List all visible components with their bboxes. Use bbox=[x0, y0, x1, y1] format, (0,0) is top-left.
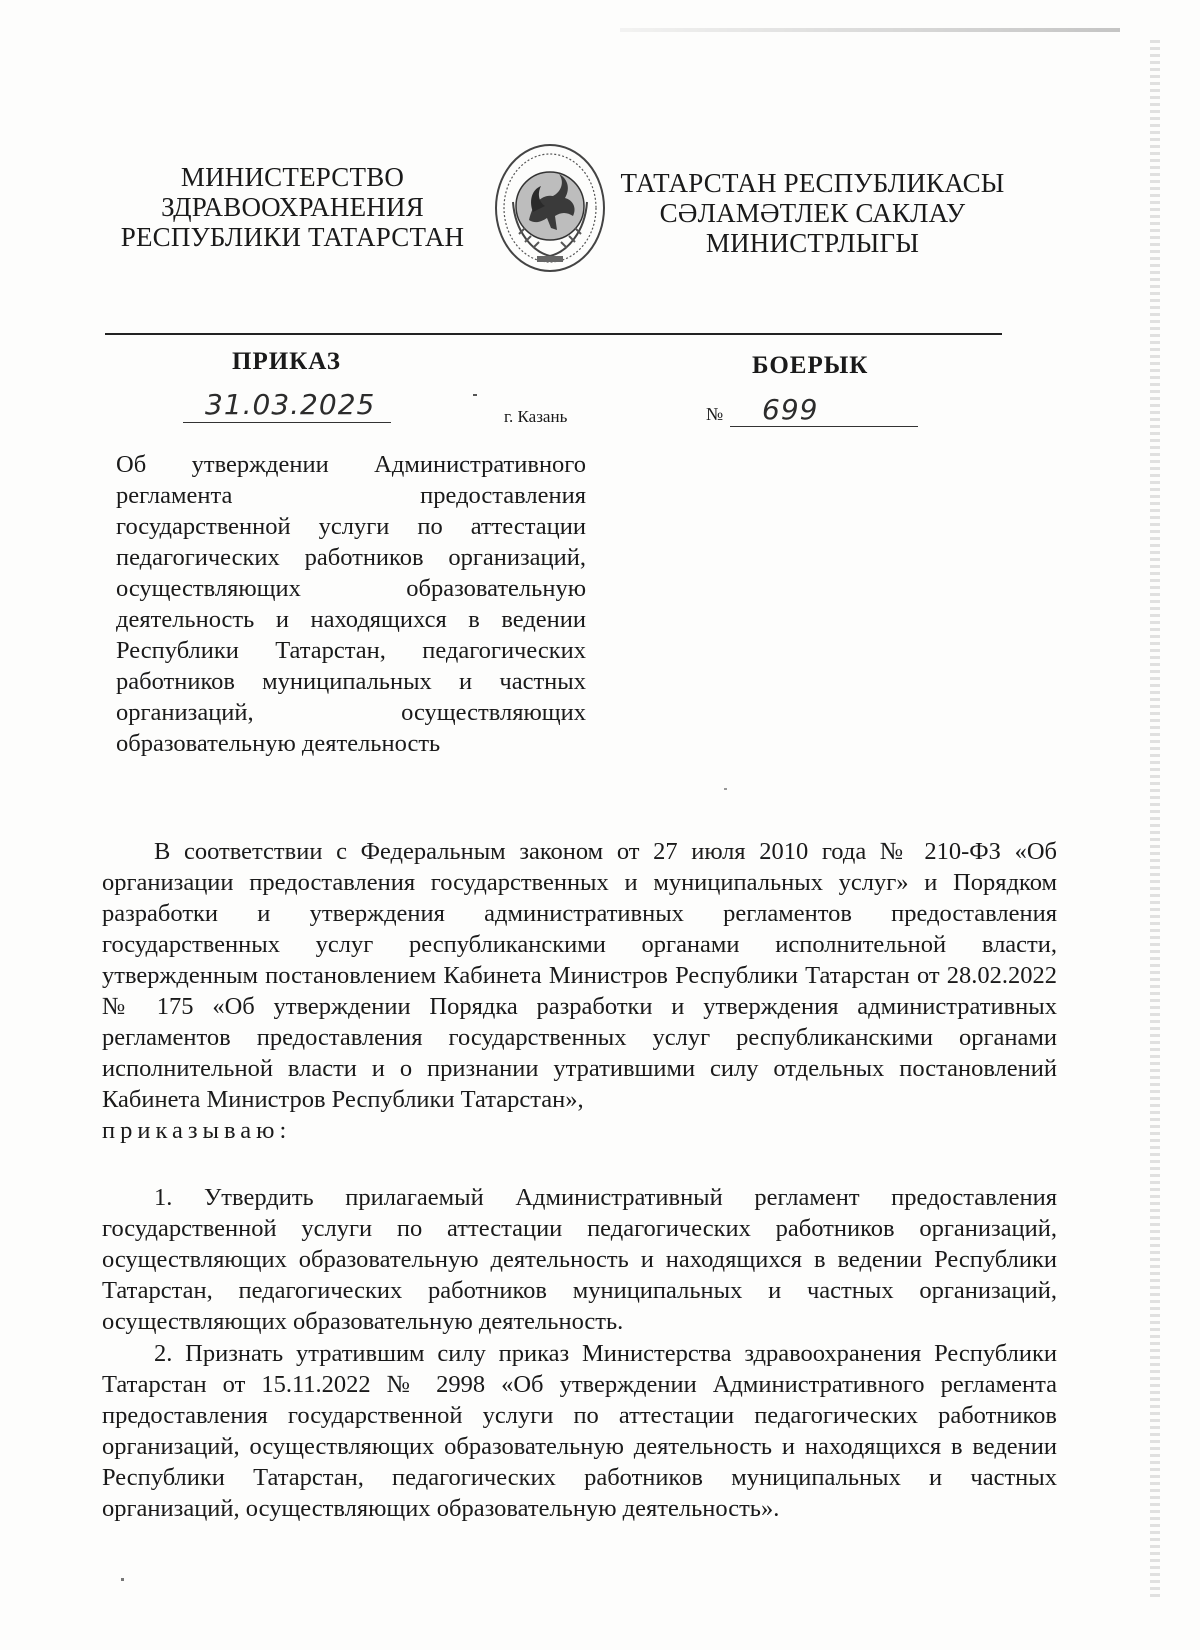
order-item-1: 1. Утвердить прилагаемый Административный регламент предоставления государственной услуги по аттестации педагогических работников организаций, осуществляющих образовательную деятельность и находящихся в ведении Республики Татарстан, педагогических работников муниципальных и частных организаций, осуществляющих образовательную деятельность. bbox=[102, 1184, 1057, 1335]
order-label-ru: ПРИКАЗ bbox=[232, 348, 341, 375]
scan-speck bbox=[473, 394, 477, 396]
title-line: государственной услуги по аттестации bbox=[116, 513, 586, 540]
header-divider bbox=[105, 333, 1002, 335]
title-line: осуществляющих образовательную bbox=[116, 575, 586, 602]
title-line: Об утверждении Административного bbox=[116, 451, 586, 478]
date-underline bbox=[183, 422, 391, 423]
scan-speck bbox=[121, 1578, 124, 1581]
ministry-name-ru bbox=[115, 162, 470, 252]
tatarstan-coat-of-arms-icon bbox=[493, 142, 607, 274]
order-label-tt: БОЕРЫК bbox=[752, 352, 869, 379]
order-city: г. Казань bbox=[504, 407, 568, 426]
order-number: 699 bbox=[762, 393, 819, 426]
number-underline bbox=[730, 426, 918, 427]
title-line: работников муниципальных и частных bbox=[116, 668, 586, 695]
title-line: организаций, осуществляющих bbox=[116, 699, 586, 726]
preamble-text: В соответствии с Федеральным законом от 27 июля 2010 года № 210-ФЗ «Об организации предоставления государственных и муниципальных услуг» и Порядком разработки и утверждения административных регламентов предоставления государственных услуг республиканскими органами исполнительной власти, утвержденным постановлением Кабинета Министров Республики Татарстан от 28.02.2022 № 175 «Об утверждении Порядка разработки и утверждения административных регламентов предоставления государственных услуг республиканскими органами исполнительной власти и о признании утратившими силу отдельных постановлений Кабинета Министров Республики Татарстан», bbox=[102, 838, 1057, 1113]
preamble-paragraph bbox=[102, 836, 1057, 1146]
ministry-name-tt bbox=[615, 168, 1010, 258]
header-left-line: МИНИСТЕРСТВО bbox=[180, 162, 405, 192]
header-left-line: ЗДРАВООХРАНЕНИЯ bbox=[161, 192, 424, 222]
scan-speck bbox=[724, 788, 727, 790]
header-right-line: ТАТАРСТАН РЕСПУБЛИКАСЫ bbox=[620, 168, 1005, 198]
order-verb: приказываю: bbox=[102, 1117, 292, 1144]
title-line: Республики Татарстан, педагогических bbox=[116, 637, 586, 664]
header-right-line: СӘЛАМӘТЛЕК САКЛАУ bbox=[659, 198, 966, 228]
title-line: регламента предоставления bbox=[116, 482, 586, 509]
title-line: деятельность и находящихся в ведении bbox=[116, 606, 586, 633]
order-title bbox=[116, 449, 586, 759]
title-line: образовательную деятельность bbox=[116, 730, 441, 757]
title-line: педагогических работников организаций, bbox=[116, 544, 586, 571]
header-right-line: МИНИСТРЛЫГЫ bbox=[705, 228, 920, 258]
scan-edge-right bbox=[1150, 40, 1160, 1600]
scan-edge-top bbox=[620, 28, 1120, 32]
header-left-line: РЕСПУБЛИКИ ТАТАРСТАН bbox=[120, 222, 465, 252]
order-date: 31.03.2025 bbox=[205, 388, 376, 421]
number-sign: № bbox=[706, 404, 724, 424]
order-item-2: 2. Признать утратившим силу приказ Министерства здравоохранения Республики Татарстан от 15.11.2022 № 2998 «Об утверждении Административного регламента предоставления государственной услуги по аттестации педагогических работников организаций, осуществляющих образовательную деятельность и находящихся в ведении Республики Татарстан, педагогических работников муниципальных и частных организаций, осуществляющих образовательную деятельность». bbox=[102, 1340, 1057, 1522]
